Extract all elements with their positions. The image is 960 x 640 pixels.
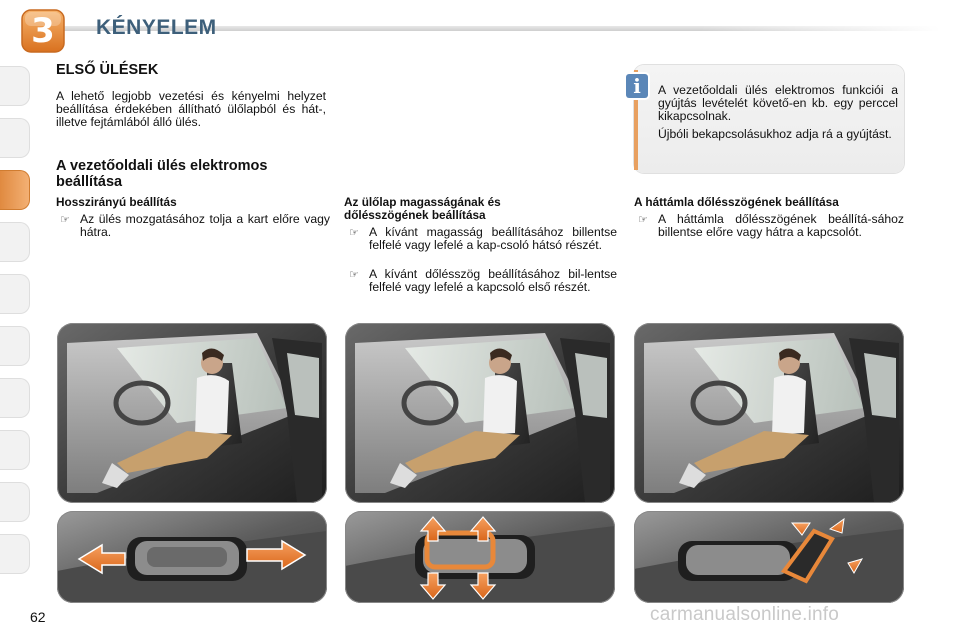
bullet-backrest-1 bbox=[638, 213, 904, 239]
header-rule-fade bbox=[700, 26, 940, 31]
hand-pointer-icon: ☞ bbox=[349, 268, 359, 281]
seat-switch-detail-backrest bbox=[634, 511, 904, 603]
column-heading-backrest: A háttámla dőlésszögének beállítása bbox=[634, 195, 839, 209]
watermark: carmanualsonline.info bbox=[650, 604, 840, 625]
bullet-seat-height-2 bbox=[349, 268, 617, 294]
car-interior-photo-2 bbox=[345, 323, 615, 503]
section-title: ELSŐ ÜLÉSEK bbox=[56, 62, 159, 78]
car-interior-photo-3 bbox=[634, 323, 904, 503]
chapter-tab-8[interactable] bbox=[0, 430, 30, 470]
chapter-tab-1[interactable] bbox=[0, 66, 30, 106]
hand-pointer-icon: ☞ bbox=[638, 213, 648, 226]
car-interior-photo-1 bbox=[57, 323, 327, 503]
chapter-tab-7[interactable] bbox=[0, 378, 30, 418]
chapter-tab-6[interactable] bbox=[0, 326, 30, 366]
column-heading-longitudinal: Hosszirányú beállítás bbox=[56, 195, 177, 209]
intro-paragraph: A lehető legjobb vezetési és kényelmi helyzet beállítása érdekében állítható ülőlapból és hát-, illetve fejtámlából álló ülés. bbox=[56, 89, 326, 130]
hand-pointer-icon: ☞ bbox=[349, 226, 359, 239]
chapter-tab-10[interactable] bbox=[0, 534, 30, 574]
chapter-tab-5[interactable] bbox=[0, 274, 30, 314]
bullet-text: A kívánt magasság beállításához billentse felfelé vagy lefelé a kap-csoló hátsó részét. bbox=[369, 225, 617, 253]
info-icon: i bbox=[626, 74, 648, 98]
chapter-tab-9[interactable] bbox=[0, 482, 30, 522]
hand-pointer-icon: ☞ bbox=[60, 213, 70, 226]
bullet-longitudinal-1 bbox=[60, 213, 330, 239]
bullet-text: A háttámla dőlésszögének beállítá-sához billentse előre vagy hátra a kapcsolót. bbox=[658, 212, 904, 240]
chapter-tab-4[interactable] bbox=[0, 222, 30, 262]
column-heading-seat-height: Az ülőlap magasságának és dőlésszögének beállítása bbox=[344, 195, 501, 222]
page-number: 62 bbox=[30, 609, 46, 625]
bullet-text: A kívánt dőlésszög beállításához bil-lentse felfelé vagy lefelé a kapcsoló első részét. bbox=[369, 267, 617, 295]
subsection-title: A vezetőoldali ülés elektromos beállítása bbox=[56, 158, 268, 190]
info-paragraph-1: A vezetőoldali ülés elektromos funkciói a gyújtás levételét követő-en kb. egy perccel kikapcsolnak. bbox=[658, 83, 898, 124]
seat-switch-detail-height bbox=[345, 511, 615, 603]
chapter-tab-2[interactable] bbox=[0, 118, 30, 158]
info-paragraph-2: Újbóli bekapcsolásukhoz adja rá a gyújtást. bbox=[658, 127, 892, 141]
bullet-seat-height-1 bbox=[349, 226, 617, 252]
chapter-number: 3 bbox=[31, 11, 55, 51]
bullet-text: Az ülés mozgatásához tolja a kart előre vagy hátra. bbox=[80, 212, 330, 240]
page-title: KÉNYELEM bbox=[96, 16, 217, 39]
chapter-tab-3-active[interactable] bbox=[0, 170, 30, 210]
seat-switch-detail-longitudinal bbox=[57, 511, 327, 603]
